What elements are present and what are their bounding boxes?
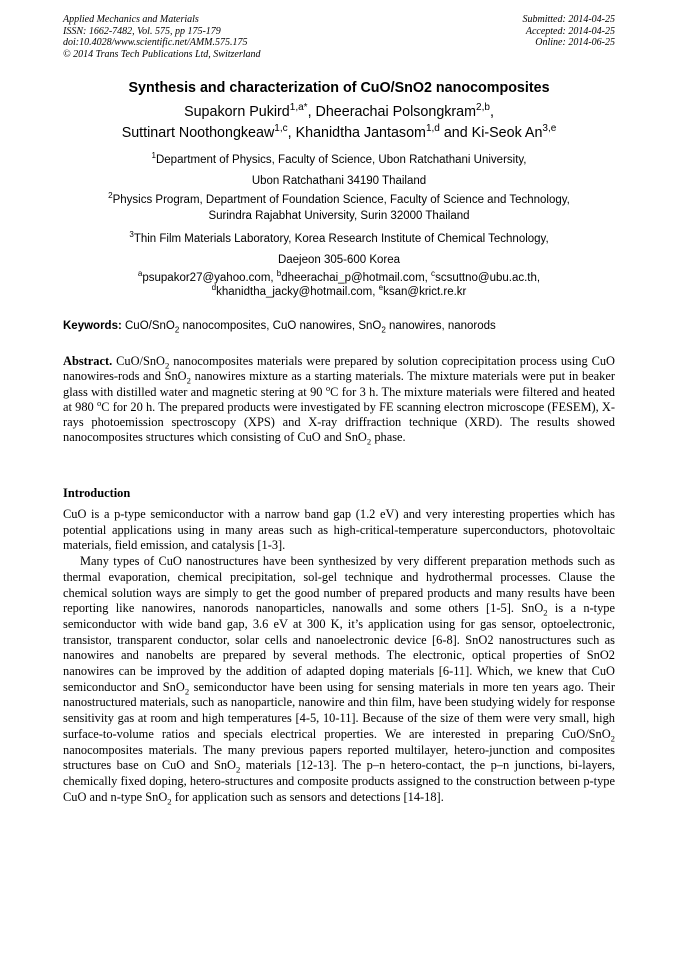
introduction-body: [63, 507, 615, 805]
affiliation-text: Surindra Rajabhat University, Surin 32000 Thailand: [208, 210, 470, 222]
author-affiliation-sup: 2,b: [476, 102, 490, 114]
journal-header: [63, 14, 261, 60]
author-affiliation-sup: 3,e: [542, 123, 557, 135]
email-link[interactable]: psupakor27@yahoo.com,: [142, 272, 277, 284]
section-heading-introduction: Introduction: [63, 486, 131, 500]
email-link[interactable]: dheerachai_p@hotmail.com,: [281, 272, 432, 284]
paragraph: [63, 554, 615, 805]
email-sup: b: [276, 269, 282, 279]
affiliation-sup: 1: [151, 151, 156, 161]
email-link[interactable]: khanidtha_jacky@hotmail.com,: [216, 286, 379, 298]
paragraph-text: for application such as sensors and detections [14-18].: [171, 789, 444, 804]
issn: ISSN: 1662-7482, Vol. 575, pp 175-179: [63, 25, 221, 37]
online-date: Online: 2014-06-25: [535, 37, 615, 48]
keywords: [63, 320, 615, 335]
subscript: 2: [366, 436, 372, 447]
affiliation-text: Ubon Ratchathani 34190 Thailand: [251, 174, 427, 187]
author-separator: and: [439, 125, 472, 141]
author-emails: [40, 271, 638, 299]
email-sup: d: [211, 283, 217, 293]
journal-name: Applied Mechanics and Materials: [63, 14, 199, 25]
keywords-text: nanocomposites, CuO nanowires, SnO: [179, 320, 382, 332]
affiliation-text: Thin Film Materials Laboratory, Korea Research Institute of Chemical Technology,: [133, 233, 549, 245]
author-affiliation-sup: 1,d: [425, 123, 440, 135]
abstract-text: C for 3 h. The mixture materials were filtered and heated at 980: [63, 384, 615, 414]
author-separator: ,: [287, 125, 296, 141]
author-name: Supakorn Pukird: [184, 104, 290, 120]
degree-sup: o: [325, 382, 331, 393]
paragraph-text: is a n-type semiconductor with wide band gap, 3.6 eV at 300 K, it’s application using for gas sensor, optoelectronic, transistor, transparent conductor, solar cells and nanoelectronic device [6-8]. SnO2 nanostructures such as nanowires and nanobelts are prepared by several methods. The electronic, optical properties of SnO2 nanowires can be improved by the addition of adapted doping materials [6-11]. Which, we knew that CuO semiconductor and SnO: [63, 601, 615, 694]
abstract-text: nanowires mixture as a starting materials. The mixture materials were put in beaker glass with distilled water and magnetic stering at 90: [63, 369, 616, 399]
abstract-text: phase.: [371, 430, 406, 445]
author-name: Ki-Seok An: [471, 125, 543, 141]
affiliation-text: Department of Physics, Faculty of Science, Ubon Ratchathani University,: [155, 154, 527, 166]
degree-sup: o: [96, 397, 102, 408]
subscript: 2: [543, 607, 548, 618]
affiliation-sup: 3: [129, 230, 134, 240]
paper-title: Synthesis and characterization of CuO/SnO2 nanocomposites: [128, 80, 550, 96]
abstract-label: Abstract.: [63, 354, 113, 368]
author-name: Suttinart Noothongkeaw: [121, 125, 275, 141]
subscript: 2: [186, 375, 191, 386]
affiliation-sup: 2: [108, 191, 113, 201]
affiliation-2: [40, 192, 638, 224]
email-link[interactable]: scsuttno@ubu.ac.th,: [435, 272, 541, 284]
paragraph-text: nanocomposites materials. The many previous papers reported multilayer, hetero-junction and composites structures base on CuO and SnO: [63, 742, 615, 773]
subscript: 2: [610, 733, 615, 744]
paragraph-text: Many types of CuO nanostructures have been synthesized by very different preparation methods such as thermal evaporation, chemical precipitation, sol-gel technique and hydrothermal processes. Clause the chemical solution ways are simply to get the good number of prepared products and many results have been reporting like nanowires, nanorods nanoparticles, nanowalls and some others [1-5]. SnO: [63, 554, 615, 616]
paragraph: CuO is a p-type semiconductor with a narrow band gap (1.2 eV) and very interesting properties which has potential applications using in many areas such as high-critical-temperature superconductors, photovoltaic materials, field emission, and catalysis [1-3].: [63, 507, 615, 553]
paragraph-text: materials [12-13]. The p–n hetero-contact, the p–n junctions, bi-layers, chemically fixed doping, hetero-structures and composite products assigned to the construction between p-type CuO and n-type SnO: [63, 758, 615, 804]
subscript: 2: [184, 686, 190, 697]
abstract-text: nanocomposites materials were prepared by solution coprecipitation process using CuO nanowires-rods and SnO: [63, 354, 615, 384]
abstract: [63, 354, 615, 446]
subscript: 2: [167, 796, 172, 807]
subscript: 2: [174, 325, 180, 335]
author-separator: ,: [307, 104, 316, 120]
copyright: © 2014 Trans Tech Publications Ltd, Switzerland: [63, 48, 261, 60]
author-affiliation-sup: 1,a*: [289, 102, 308, 114]
abstract-text: CuO/SnO: [112, 354, 165, 368]
author-name: Dheerachai Polsongkram: [315, 104, 477, 120]
submitted-date: Submitted: 2014-04-25: [522, 14, 615, 25]
author-list: [40, 102, 638, 144]
dates-header: [523, 14, 616, 49]
subscript: 2: [165, 360, 170, 371]
author-affiliation-sup: 1,c: [274, 123, 288, 135]
subscript: 2: [235, 764, 241, 775]
subscript: 2: [381, 325, 386, 335]
affiliation-text: Physics Program, Department of Foundation Science, Faculty of Science and Technology,: [112, 194, 570, 206]
accepted-date: Accepted: 2014-04-25: [525, 25, 615, 37]
author-separator: ,: [489, 104, 494, 120]
author-name: Khanidtha Jantasom: [295, 125, 426, 141]
email-sup: e: [378, 283, 384, 293]
affiliation-3: [40, 229, 638, 270]
keywords-text: nanowires, nanorods: [385, 320, 496, 332]
keywords-text: CuO/SnO: [121, 320, 175, 332]
doi: doi:10.4028/www.scientific.net/AMM.575.175: [63, 37, 248, 48]
affiliation-1: [40, 150, 638, 191]
abstract-text: C for 20 h. The prepared products were investigated by FE scanning electron microscope (FESEM), X-rays photoemission spectroscopy (XPS) and X-ray driffraction technique (XRD). The results showed nanocomposites structures which consisting of CuO and SnO: [63, 399, 615, 445]
email-link[interactable]: ksan@krict.re.kr: [383, 286, 467, 298]
affiliation-text: Daejeon 305-600 Korea: [277, 253, 401, 266]
keywords-label: Keywords:: [63, 320, 122, 332]
email-sup: a: [137, 269, 143, 279]
paragraph-text: semiconductor have been using for sensing materials in more ten years ago. Their nanostructured materials, such as nanoparticle, nanowire and thin film, have been studying widely for response sensitivity gas at room and high temperatures [4-5, 10-11]. Because of the size of them were very small, high surface-to-volume ratios and specials electrical properties. We are interested in preparing CuO/SnO: [63, 679, 615, 741]
email-sup: c: [431, 269, 436, 279]
